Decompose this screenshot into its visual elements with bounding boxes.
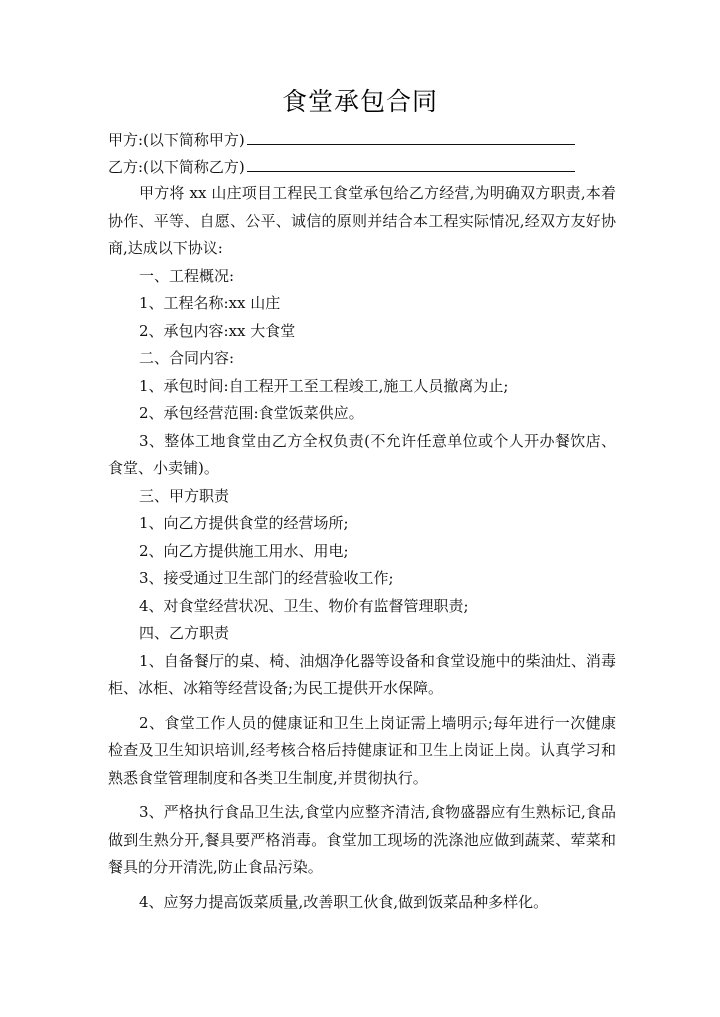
party-a-duty-3: 3、接受通过卫生部门的经营验收工作; xyxy=(139,569,394,587)
section-heading-party-b-duties: 四、乙方职责 xyxy=(139,624,230,642)
paragraph-spacing xyxy=(108,882,616,889)
party-a-duty-4: 4、对食堂经营状况、卫生、物价有监督管理职责; xyxy=(139,596,469,615)
paragraph-spacing xyxy=(108,703,616,710)
party-b-duty-4: 4、应努力提高饭菜质量,改善职工伙食,做到饭菜品种多样化。 xyxy=(139,892,549,911)
paragraph-spacing xyxy=(108,792,616,799)
party-b-duty-2: 2、食堂工作人员的健康证和卫生上岗证需上墙明示;每年进行一次健康检查及卫生知识培训,经考核合格后持健康证和卫生上岗证上岗。认真学习和熟悉食堂管理制度和各类卫生制度,并贯彻执行。 xyxy=(108,713,616,787)
party-b-duty-1: 1、自备餐厅的桌、椅、油烟净化器等设备和食堂设施中的柴油灶、消毒柜、冰柜、冰箱等经营设备;为民工提供开水保障。 xyxy=(108,651,616,697)
party-a-duty-2: 2、向乙方提供施工用水、用电; xyxy=(139,541,349,560)
party-b-duty-3: 3、严格执行食品卫生法,食堂内应整齐清洁,食物盛器应有生熟标记,食品做到生熟分开,餐具要严格消毒。食堂加工现场的洗涤池应做到蔬菜、荤菜和餐具的分开清洗,防止食品污染。 xyxy=(108,803,616,876)
intro-paragraph: 甲方将 xx 山庄项目工程民工食堂承包给乙方经营,为明确双方职责,本着协作、平等、自愿、公平、诚信的原则并结合本工程实际情况,经双方友好协商,达成以下协议: xyxy=(108,184,616,257)
party-b-label: 乙方:(以下简称乙方) xyxy=(108,158,245,176)
contract-body xyxy=(108,180,616,916)
document-title: 食堂承包合同 xyxy=(281,87,438,116)
party-a-label: 甲方:(以下简称甲方) xyxy=(108,131,245,149)
contract-scope-item: 2、承包内容:xx 大食堂 xyxy=(139,321,296,340)
section-heading-party-a-duties: 三、甲方职责 xyxy=(139,486,230,505)
party-a-duty-1: 1、向乙方提供食堂的经营场所; xyxy=(139,514,349,532)
party-b-row xyxy=(108,155,575,179)
business-scope-item: 2、承包经营范围:食堂饭菜供应。 xyxy=(139,404,364,422)
section-heading-project-overview: 一、工程概况: xyxy=(139,266,235,285)
party-b-fill-line xyxy=(247,156,575,172)
section-heading-contract-content: 二、合同内容: xyxy=(139,349,235,367)
full-responsibility-item: 3、整体工地食堂由乙方全权负责(不允许任意单位或个人开办餐饮店、食堂、小卖铺)。 xyxy=(108,431,616,477)
project-name-item: 1、工程名称:xx 山庄 xyxy=(139,294,281,312)
party-a-fill-line xyxy=(247,129,575,145)
party-a-row xyxy=(108,128,575,152)
contract-period-item: 1、承包时间:自工程开工至工程竣工,施工人员撤离为止; xyxy=(139,376,509,395)
